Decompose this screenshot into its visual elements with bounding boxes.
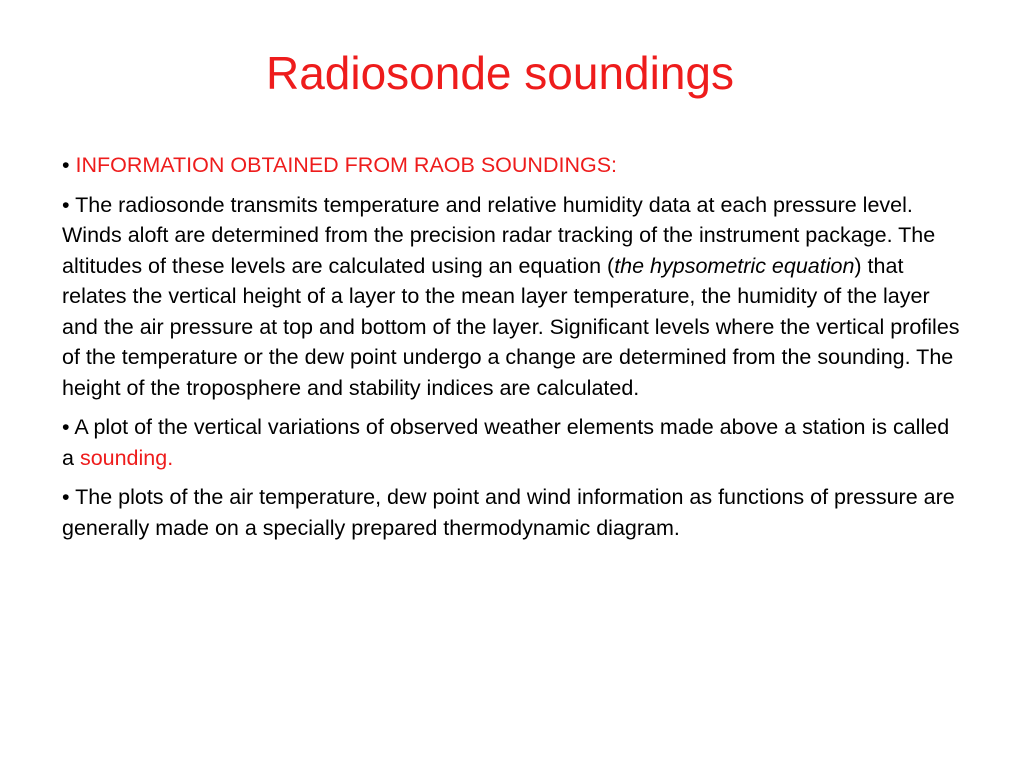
- slide-title: Radiosonde soundings: [265, 47, 735, 99]
- paragraph-text: The radiosonde transmits temperature and relative humidity data at each pressure level. Winds aloft are determined from the precision radar tracking of the instrument package. The altitudes of these levels are calculated using an equation (: [62, 192, 936, 278]
- section-heading: INFORMATION OBTAINED FROM RAOB SOUNDINGS:: [75, 153, 618, 177]
- bullet-paragraph-2: [62, 190, 962, 404]
- paragraph-text: A plot of the vertical variations of observed weather elements made above a station is called a: [62, 415, 950, 470]
- paragraph-text: ) that relates the vertical height of a layer to the mean layer temperature, the humidity of the layer and the air pressure at top and bottom of the layer. Significant levels where the vertical profiles of the temperature or the dew point undergo a change are determined from the sounding. The height of the troposphere and stability indices are calculated.: [62, 253, 960, 400]
- bullet-marker: •: [62, 192, 70, 217]
- slide-body: [62, 150, 962, 552]
- bullet-marker: •: [62, 153, 70, 177]
- bullet-paragraph-3: [62, 412, 962, 473]
- hypsometric-equation-term: the hypsometric equation: [614, 253, 855, 278]
- sounding-term: sounding.: [79, 445, 174, 470]
- bullet-marker: •: [62, 485, 70, 509]
- bullet-paragraph-1: [62, 150, 962, 181]
- bullet-marker: •: [62, 415, 70, 439]
- bullet-paragraph-4: [62, 482, 962, 543]
- paragraph-text: The plots of the air temperature, dew point and wind information as functions of pressure are generally made on a specially prepared thermodynamic diagram.: [62, 485, 955, 540]
